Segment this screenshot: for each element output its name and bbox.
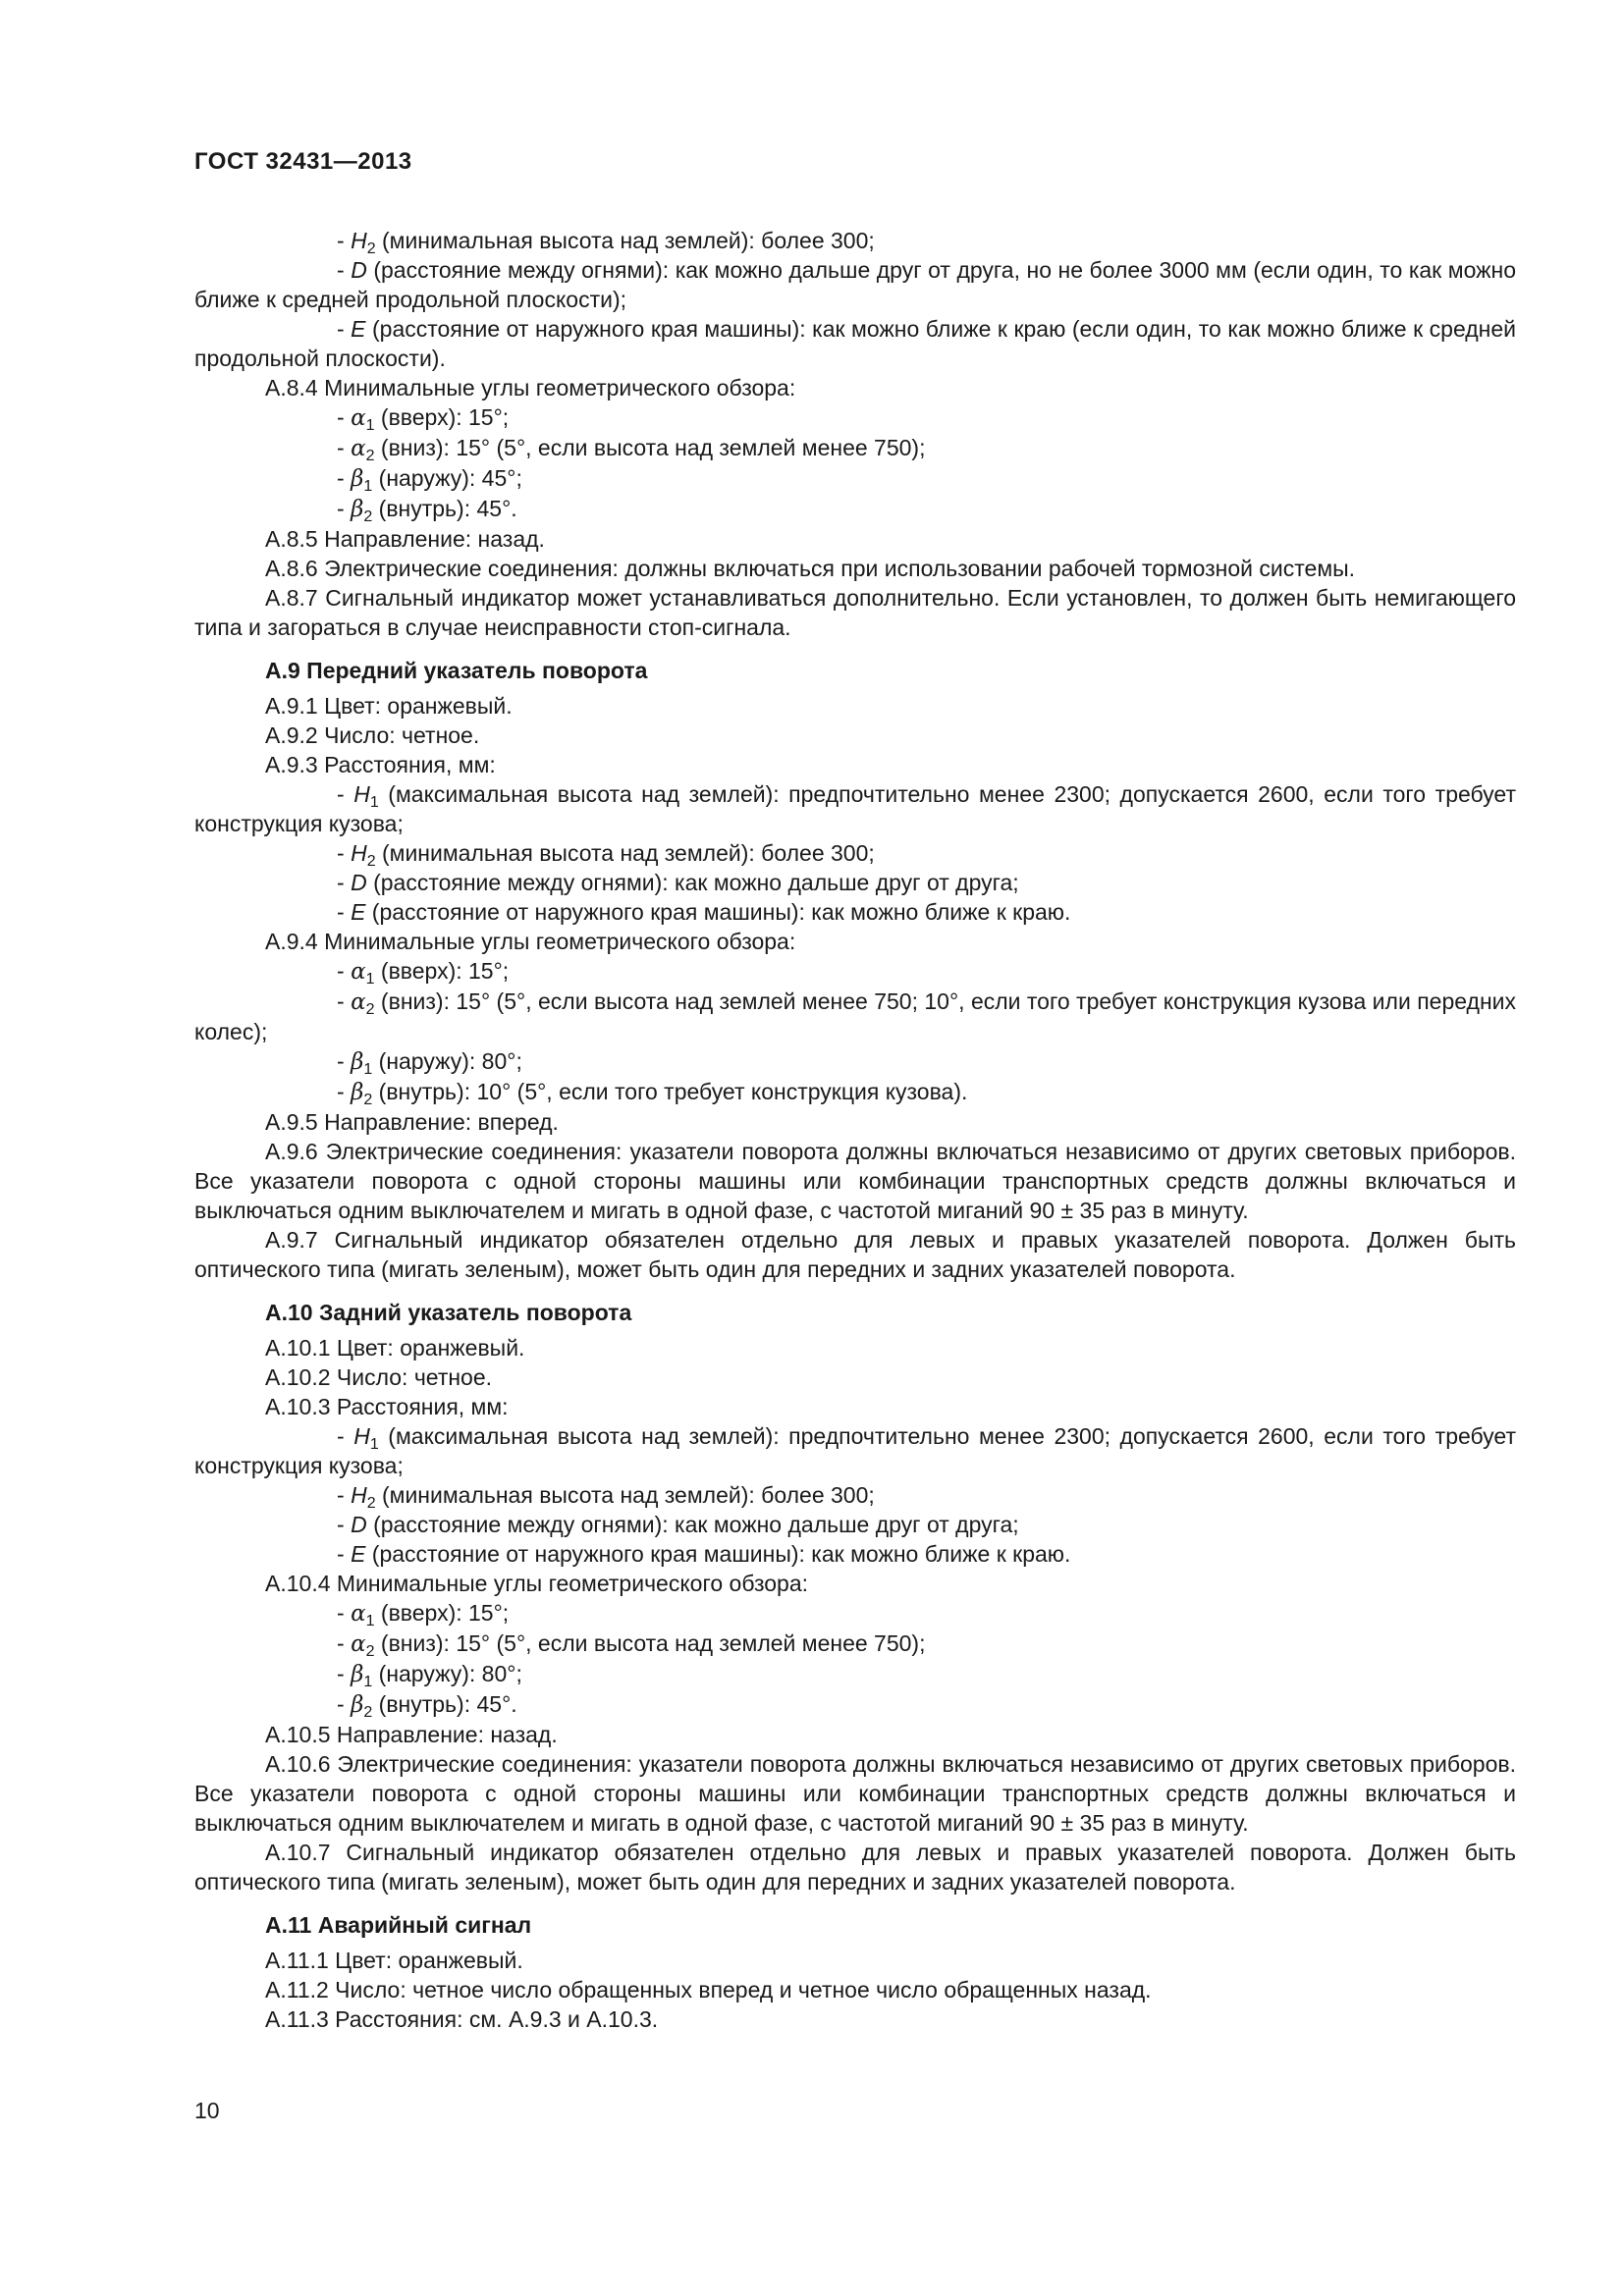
clause: А.10.5 Направление: назад.	[265, 1722, 558, 1747]
list-item: - $\alpha_1$ (вверх): 15°;	[337, 1600, 510, 1629]
clause: А.8.7 Сигнальный индикатор может устанавливаться дополнительно. Если установлен, то должен быть немигающего типа и загораться в случае неисправности стоп-сигнала.	[194, 585, 1516, 640]
clause: А.9.1 Цвет: оранжевый.	[265, 693, 513, 719]
clause: А.9.4 Минимальные углы геометрического обзора:	[265, 929, 796, 954]
list-item: - E (расстояние от наружного края машины): как можно ближе к краю.	[337, 899, 1071, 925]
page-number: 10	[194, 2098, 220, 2123]
list-item: - E (расстояние от наружного края машины): как можно ближе к краю (если один, то как можно ближе к средней продольной плоскости).	[194, 316, 1516, 371]
clause: А.8.6 Электрические соединения: должны включаться при использовании рабочей тормозной системы.	[265, 556, 1356, 581]
clause: А.11.3 Расстояния: см. А.9.3 и А.10.3.	[265, 2006, 659, 2032]
clause: А.10.6 Электрические соединения: указатели поворота должны включаться независимо от других световых приборов. Все указатели поворота с одной стороны машины или комбинации транспортных средств должны включаться и выключаться одним выключателем и мигать в одной фазе, с частотой миганий 90 ± 35 раз в минуту.	[194, 1751, 1516, 1836]
list-item: - $H_1$ (максимальная высота над землей): предпочтительно менее 2300; допускается 2600, если того требует конструкция кузова;	[194, 1423, 1516, 1478]
document-body	[194, 226, 1516, 2034]
section-heading: А.9 Передний указатель поворота	[265, 658, 648, 683]
clause: А.10.2 Число: четное.	[265, 1364, 493, 1390]
clause: А.9.2 Число: четное.	[265, 722, 480, 748]
list-item: - $\beta_1$ (наружу): 80°;	[337, 1048, 522, 1078]
list-item: - D (расстояние между огнями): как можно дальше друг от друга, но не более 3000 мм (если один, то как можно ближе к средней продольной плоскости);	[194, 257, 1516, 312]
list-item: - $\alpha_2$ (вниз): 15° (5°, если высота над землей менее 750; 10°, если того требует конструкция кузова или передних колес);	[194, 988, 1516, 1044]
list-item: - $H_1$ (максимальная высота над землей): предпочтительно менее 2300; допускается 2600, если того требует конструкция кузова;	[194, 781, 1516, 836]
list-item: - $\alpha_2$ (вниз): 15° (5°, если высота над землей менее 750);	[337, 1630, 926, 1660]
list-item: - $\beta_1$ (наружу): 80°;	[337, 1661, 522, 1690]
section-heading: А.10 Задний указатель поворота	[265, 1300, 632, 1325]
list-item: - $\alpha_2$ (вниз): 15° (5°, если высота над землей менее 750);	[337, 435, 926, 464]
list-item: - $H_2$ (минимальная высота над землей): более 300;	[337, 840, 875, 870]
clause: А.10.1 Цвет: оранжевый.	[265, 1335, 525, 1361]
list-item: - $H_2$ (минимальная высота над землей): более 300;	[337, 228, 875, 257]
list-item: - $H_2$ (минимальная высота над землей): более 300;	[337, 1482, 875, 1512]
list-item: - $\beta_2$ (внутрь): 45°.	[337, 1691, 517, 1721]
list-item: - D (расстояние между огнями): как можно дальше друг от друга;	[337, 1512, 1019, 1537]
list-item: - $\beta_2$ (внутрь): 45°.	[337, 496, 517, 525]
clause: А.10.3 Расстояния, мм:	[265, 1394, 509, 1419]
document-header: ГОСТ 32431—2013	[194, 148, 412, 175]
section-heading: А.11 Аварийный сигнал	[265, 1912, 532, 1938]
clause: А.9.7 Сигнальный индикатор обязателен отдельно для левых и правых указателей поворота. Должен быть оптического типа (мигать зеленым), может быть один для передних и задних указателей поворота.	[194, 1227, 1516, 1282]
list-item: - $\beta_1$ (наружу): 45°;	[337, 465, 522, 495]
clause: А.9.3 Расстояния, мм:	[265, 752, 496, 777]
clause: А.8.4 Минимальные углы геометрического обзора:	[265, 375, 796, 400]
clause: А.11.1 Цвет: оранжевый.	[265, 1948, 523, 1973]
clause: А.10.4 Минимальные углы геометрического обзора:	[265, 1571, 809, 1596]
list-item: - D (расстояние между огнями): как можно дальше друг от друга;	[337, 870, 1019, 895]
list-item: - E (расстояние от наружного края машины): как можно ближе к краю.	[337, 1541, 1071, 1567]
clause: А.11.2 Число: четное число обращенных вперед и четное число обращенных назад.	[265, 1977, 1152, 2002]
clause: А.9.5 Направление: вперед.	[265, 1109, 559, 1135]
clause: А.10.7 Сигнальный индикатор обязателен отдельно для левых и правых указателей поворота. Должен быть оптического типа (мигать зеленым), может быть один для передних и задних указателей поворота.	[194, 1840, 1516, 1895]
clause: А.8.5 Направление: назад.	[265, 526, 545, 552]
list-item: - $\beta_2$ (внутрь): 10° (5°, если того требует конструкция кузова).	[337, 1079, 968, 1108]
list-item: - $\alpha_1$ (вверх): 15°;	[337, 958, 510, 988]
clause: А.9.6 Электрические соединения: указатели поворота должны включаться независимо от других световых приборов. Все указатели поворота с одной стороны машины или комбинации транспортных средств должны включаться и выключаться одним выключателем и мигать в одной фазе, с частотой миганий 90 ± 35 раз в минуту.	[194, 1139, 1516, 1223]
list-item: - $\alpha_1$ (вверх): 15°;	[337, 404, 510, 434]
